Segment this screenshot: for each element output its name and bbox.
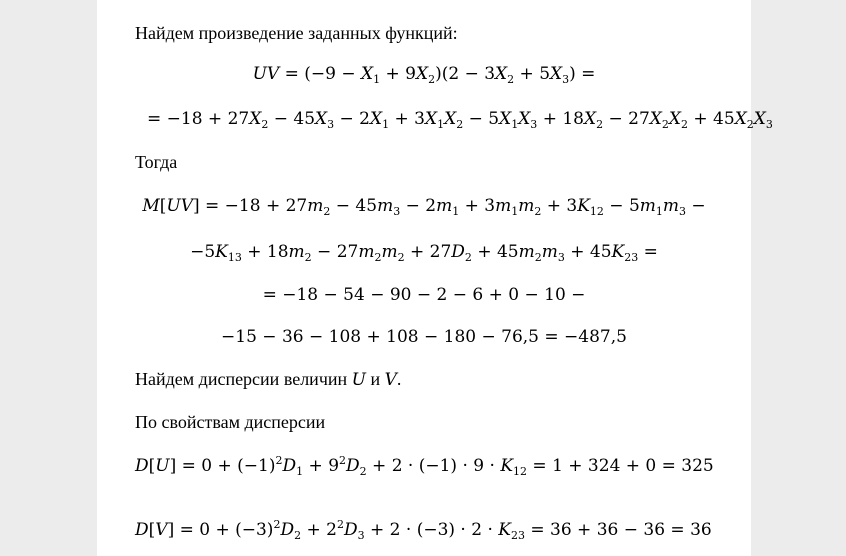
equation-uv-expanded: = $-18 + 27X_2 - 45X_3 - 2X_1 + 3X_1X_2 - 5X_1X_3 + 18X_2 - 27X_2X_2 + 45X_2X_3$ bbox=[147, 109, 773, 131]
equation-uv-product: UV = $(-9 - X_1 + 9X_2)(2 - 3X_2 + 5X_3)$ = bbox=[252, 64, 596, 86]
variance-intro-and: и bbox=[370, 369, 381, 389]
variance-properties-text: По свойствам дисперсии bbox=[135, 412, 326, 432]
equation-variance-u: $D[U] = 0 + (-1)^2D_1 + 9^2D_2 + 2 \cdot (-1) \cdot 9 \cdot K_{12} = 1 + 324 + 0 = 325$ bbox=[135, 454, 714, 478]
equation-expectation-line3: = −18 − 54 − 90 − 2 − 6 + 0 − 10 − bbox=[262, 285, 586, 305]
symbol-u: U bbox=[351, 370, 366, 390]
variance-intro-label: Найдем дисперсии величин bbox=[135, 369, 348, 389]
equation-expectation-line1: $M[UV] = -18 + 27m_2 - 45m_3 - 2m_1 + 3m_1m_2 + 3K_{12} - 5m_1m_3$ − bbox=[142, 196, 706, 218]
variance-intro: Найдем дисперсии величин U и V. bbox=[135, 369, 402, 390]
equation-expectation-line4: −15 − 36 − 108 + 108 − 180 − 76,5 = −487,5 bbox=[221, 327, 627, 347]
then-text: Тогда bbox=[135, 152, 178, 172]
symbol-v: V bbox=[384, 370, 397, 390]
document-page bbox=[97, 0, 773, 556]
intro-text: Найдем произведение заданных функций: bbox=[135, 23, 458, 43]
equation-variance-v: $D[V] = 0 + (-3)^2D_2 + 2^2D_3 + 2 \cdot (-3) \cdot 2 \cdot K_{23} = 36 + 36 - 36 = 36$ bbox=[135, 518, 712, 542]
equation-expectation-line2: $-5K_{13} + 18m_2 - 27m_2m_2 + 27D_2 + 45m_2m_3 + 45K_{23}$ = bbox=[190, 242, 658, 264]
